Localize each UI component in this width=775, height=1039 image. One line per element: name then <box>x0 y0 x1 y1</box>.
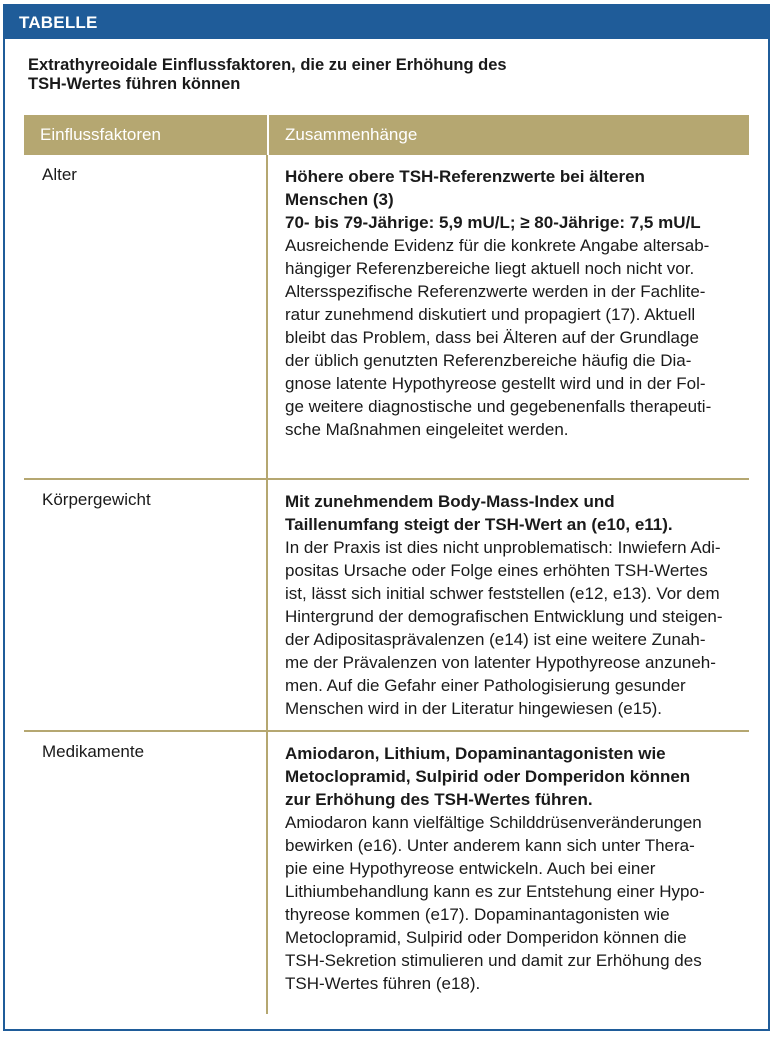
row-text-line: bewirken (e16). Unter anderem kann sich unter Thera- <box>285 836 695 855</box>
row-factor-label: Körpergewicht <box>42 490 151 509</box>
row-text-line: men. Auf die Gefahr einer Pathologisierung gesunder <box>285 676 686 695</box>
row-text-line: ge weitere diagnostische und gegebenenfalls therapeuti- <box>285 397 712 416</box>
row-text-line: Menschen wird in der Literatur hingewiesen (e15). <box>285 699 663 718</box>
row-text-line: thyreose kommen (e17). Dopaminantagonisten wie <box>285 905 670 924</box>
row-text-line: Ausreichende Evidenz für die konkrete Angabe altersab- <box>285 236 710 255</box>
row-text-line: gnose latente Hypothyreose gestellt wird und in der Fol- <box>285 374 706 393</box>
header-relations: Zusammenhänge <box>285 125 418 144</box>
row-text-line: me der Prävalenzen von latenter Hypothyreose anzuneh- <box>285 653 716 672</box>
row-description <box>285 742 747 995</box>
row-text-line: sche Maßnahmen eingeleitet werden. <box>285 420 569 439</box>
row-text-line: positas Ursache oder Folge eines erhöhten TSH-Wertes <box>285 561 708 580</box>
table-row <box>24 732 749 1014</box>
row-bold-line: Höhere obere TSH-Referenzwerte bei älteren <box>285 167 645 186</box>
table-header <box>24 115 749 155</box>
row-bold-line: 70- bis 79-Jährige: 5,9 mU/L; ≥ 80-Jährige: 7,5 mU/L <box>285 213 701 232</box>
row-bold-line: zur Erhöhung des TSH-Wertes führen. <box>285 790 593 809</box>
row-description <box>285 490 747 720</box>
row-bold-line: Taillenumfang steigt der TSH-Wert an (e10, e11). <box>285 515 673 534</box>
row-text-line: pie eine Hypothyreose entwickeln. Auch bei einer <box>285 859 656 878</box>
row-text-line: der üblich genutzten Referenzbereiche häufig die Dia- <box>285 351 692 370</box>
column-divider <box>266 732 268 1014</box>
row-factor-label: Alter <box>42 165 77 184</box>
row-bold-line: Metoclopramid, Sulpirid oder Domperidon können <box>285 767 691 786</box>
row-text-line: Lithiumbehandlung kann es zur Entstehung einer Hypo- <box>285 882 705 901</box>
table-caption <box>28 56 728 94</box>
row-bold-line: Amiodaron, Lithium, Dopaminantagonisten wie <box>285 744 666 763</box>
banner-title: TABELLE <box>5 6 768 39</box>
row-text-line: TSH-Wertes führen (e18). <box>285 974 481 993</box>
header-factors: Einflussfaktoren <box>40 125 161 144</box>
table-row <box>24 155 749 478</box>
column-divider <box>266 480 268 730</box>
table-row <box>24 480 749 730</box>
row-text-line: hängiger Referenzbereiche liegt aktuell noch nicht vor. <box>285 259 695 278</box>
caption-line: Extrathyreoidale Einflussfaktoren, die zu einer Erhöhung des <box>28 56 507 74</box>
header-divider <box>267 115 269 155</box>
row-text-line: der Adipositasprävalenzen (e14) ist eine weitere Zunah- <box>285 630 706 649</box>
row-description <box>285 165 747 441</box>
row-factor-label: Medikamente <box>42 742 145 761</box>
row-text-line: Metoclopramid, Sulpirid oder Domperidon können die <box>285 928 687 947</box>
row-text-line: Hintergrund der demografischen Entwicklung und steigen- <box>285 607 723 626</box>
row-text-line: bleibt das Problem, dass bei Älteren auf der Grundlage <box>285 328 699 347</box>
row-bold-line: Menschen (3) <box>285 190 394 209</box>
row-text-line: ist, lässt sich initial schwer feststellen (e12, e13). Vor dem <box>285 584 720 603</box>
row-text-line: Altersspezifische Referenzwerte werden in der Fachlite- <box>285 282 706 301</box>
row-text-line: In der Praxis ist dies nicht unproblematisch: Inwiefern Adi- <box>285 538 721 557</box>
row-text-line: TSH-Sekretion stimulieren und damit zur Erhöhung des <box>285 951 702 970</box>
row-text-line: ratur zunehmend diskutiert und propagiert (17). Aktuell <box>285 305 696 324</box>
caption-line: TSH-Wertes führen können <box>28 75 241 93</box>
column-divider <box>266 155 268 478</box>
row-bold-line: Mit zunehmendem Body-Mass-Index und <box>285 492 615 511</box>
row-text-line: Amiodaron kann vielfältige Schilddrüsenveränderungen <box>285 813 702 832</box>
